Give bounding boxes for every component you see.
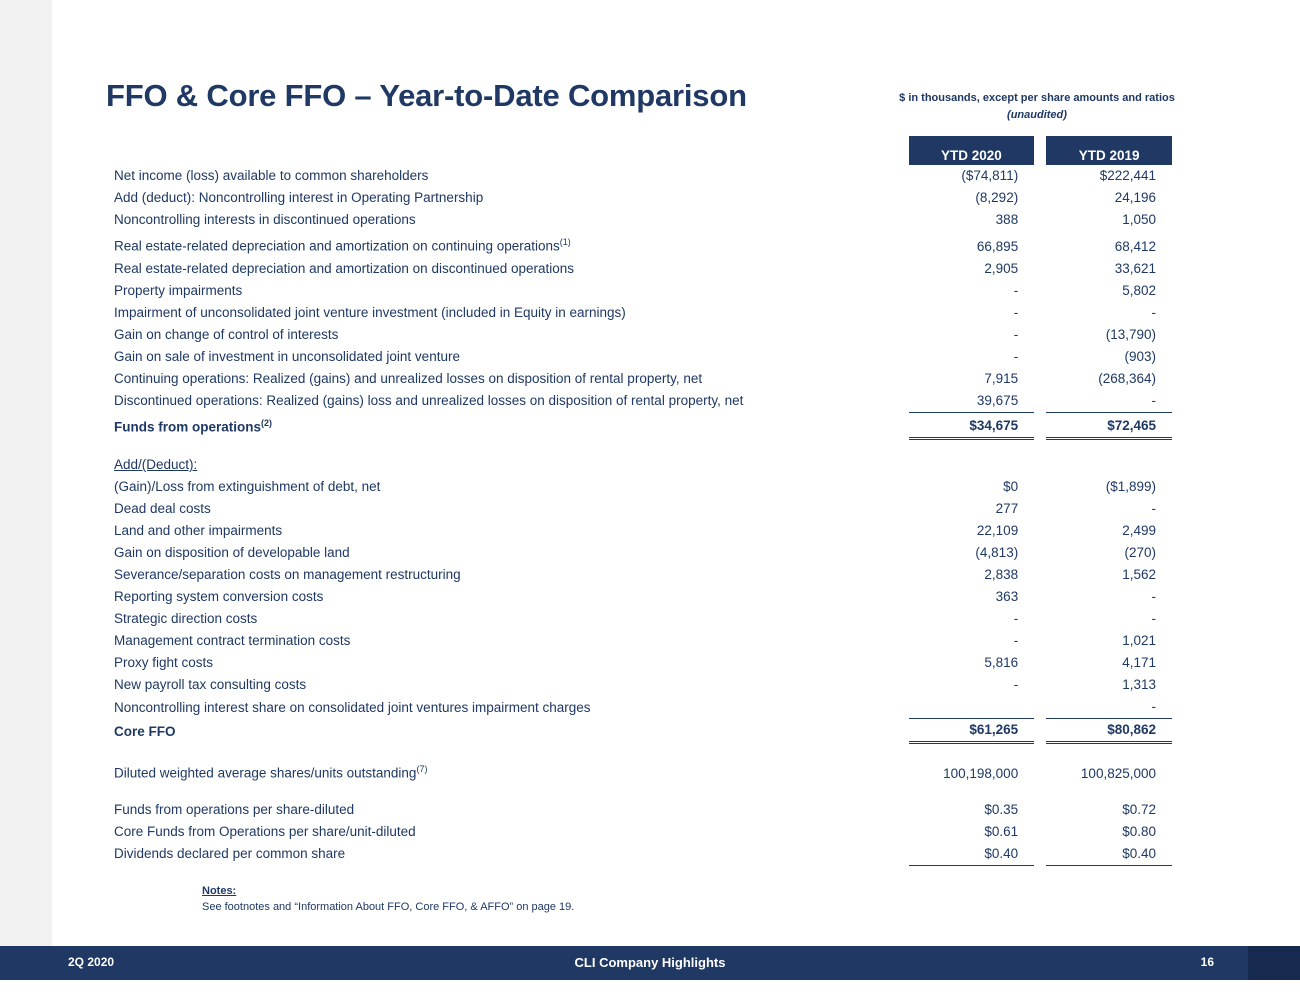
table-row bbox=[112, 674, 1172, 696]
adjustments-header-blank-2019 bbox=[1046, 454, 1172, 476]
row-gap bbox=[1034, 674, 1046, 696]
row-label-text: Core Funds from Operations per share/unit-diluted bbox=[114, 823, 416, 839]
core-ffo-2019: $80,862 bbox=[1046, 719, 1172, 743]
header-blank bbox=[112, 136, 909, 165]
row-value-2020: - bbox=[1013, 326, 1019, 342]
row-value-2019: 24,196 bbox=[1114, 190, 1156, 205]
table-row bbox=[112, 165, 1172, 187]
row-label bbox=[112, 696, 909, 719]
row-value-2020: 39,675 bbox=[909, 390, 1035, 413]
table-row bbox=[112, 542, 1172, 564]
row-label bbox=[112, 368, 909, 390]
ffo-total-footnote-marker: (2) bbox=[261, 418, 273, 428]
ffo-total-row bbox=[112, 412, 1172, 439]
diluted-shares-2019: 100,825,000 bbox=[1080, 765, 1156, 781]
row-value-2020: 22,109 bbox=[976, 523, 1019, 538]
row-label-text: Discontinued operations: Realized (gains) loss and unrealized losses on disposition of rental property, net bbox=[114, 393, 744, 408]
row-value-2019: - bbox=[1046, 390, 1172, 413]
row-gap bbox=[1034, 390, 1046, 413]
row-gap bbox=[1034, 564, 1046, 586]
row-gap bbox=[1034, 758, 1046, 785]
row-value-2019: - bbox=[1151, 501, 1156, 516]
row-label-text: Real estate-related depreciation and amortization on discontinued operations bbox=[114, 260, 575, 276]
row-gap bbox=[1034, 231, 1046, 258]
footer-date: 2Q 2020 bbox=[68, 955, 115, 969]
row-value-2020: 363 bbox=[995, 589, 1019, 604]
row-gap bbox=[1034, 586, 1046, 608]
core-ffo-total-row bbox=[112, 719, 1172, 743]
slide-content bbox=[52, 0, 1300, 1004]
row-value-2019: 2,499 bbox=[1122, 523, 1156, 538]
notes-block bbox=[202, 884, 574, 916]
table-header-row bbox=[112, 136, 1172, 165]
table-row bbox=[112, 231, 1172, 258]
page-title: FFO & Core FFO – Year-to-Date Comparison bbox=[106, 78, 747, 113]
row-label-text: Gain on sale of investment in unconsolidated joint venture bbox=[114, 348, 460, 364]
row-value-2019: 68,412 bbox=[1114, 238, 1156, 254]
row-label bbox=[112, 390, 909, 413]
row-label-text: Funds from operations per share-diluted bbox=[114, 801, 355, 817]
row-label bbox=[112, 821, 909, 843]
left-rail bbox=[0, 0, 52, 1004]
row-value-2019: 1,562 bbox=[1122, 567, 1156, 582]
row-value-2020: - bbox=[1013, 348, 1019, 364]
row-value-2019: - bbox=[1151, 304, 1156, 320]
row-label-text: Property impairments bbox=[114, 282, 243, 298]
row-value-2019: $0.80 bbox=[1122, 823, 1156, 839]
table-row bbox=[112, 586, 1172, 608]
row-value-2020: (8,292) bbox=[975, 190, 1019, 205]
footer-right-strip bbox=[1248, 946, 1300, 980]
row-value-2019: 1,313 bbox=[1122, 677, 1156, 692]
row-label bbox=[112, 843, 909, 866]
row-label-text: Reporting system conversion costs bbox=[114, 589, 324, 604]
diluted-shares-label bbox=[112, 758, 909, 785]
spacer bbox=[112, 439, 1172, 455]
row-label-text: Continuing operations: Realized (gains) and unrealized losses on disposition of rental property, net bbox=[114, 370, 703, 386]
row-value-2020: 388 bbox=[995, 212, 1019, 227]
bottom-margin bbox=[0, 980, 1300, 1004]
footer-bar bbox=[0, 946, 1300, 980]
table-row bbox=[112, 630, 1172, 652]
row-label-text: Strategic direction costs bbox=[114, 611, 258, 626]
row-gap bbox=[1034, 258, 1046, 280]
row-label bbox=[112, 520, 909, 542]
row-value-2019: (903) bbox=[1124, 348, 1156, 364]
row-gap bbox=[1034, 696, 1046, 719]
row-label bbox=[112, 302, 909, 324]
row-gap bbox=[1034, 368, 1046, 390]
row-value-2019: (268,364) bbox=[1098, 370, 1156, 386]
core-ffo-label: Core FFO bbox=[114, 723, 176, 739]
row-gap bbox=[1034, 165, 1046, 187]
row-value-2020: $0.40 bbox=[909, 843, 1035, 866]
header-gap bbox=[1034, 136, 1046, 165]
row-label-text: Management contract termination costs bbox=[114, 633, 351, 648]
adjustments-header-blank-2020 bbox=[909, 454, 1035, 476]
row-label bbox=[112, 652, 909, 674]
ffo-total-2020: $34,675 bbox=[909, 412, 1035, 439]
row-value-2020: - bbox=[1013, 304, 1019, 320]
row-gap bbox=[1034, 280, 1046, 302]
row-label bbox=[112, 476, 909, 498]
units-note bbox=[872, 90, 1202, 123]
row-label bbox=[112, 258, 909, 280]
core-ffo-2020: $61,265 bbox=[909, 719, 1035, 743]
row-gap bbox=[1034, 324, 1046, 346]
adjustments-header: Add/(Deduct): bbox=[114, 457, 198, 472]
row-label bbox=[112, 608, 909, 630]
row-gap bbox=[1034, 630, 1046, 652]
row-label bbox=[112, 280, 909, 302]
row-value-2020: 277 bbox=[995, 501, 1019, 516]
row-label-text: Land and other impairments bbox=[114, 523, 283, 538]
table-row bbox=[112, 696, 1172, 719]
footer-page-number: 16 bbox=[1200, 955, 1214, 969]
row-value-2020: $0.35 bbox=[984, 801, 1019, 817]
row-label-text: Dead deal costs bbox=[114, 501, 211, 516]
row-value-2020: 2,838 bbox=[984, 567, 1019, 582]
row-gap bbox=[1034, 821, 1046, 843]
row-label-text: Noncontrolling interests in discontinued operations bbox=[114, 212, 416, 227]
diluted-shares-footnote-marker: (7) bbox=[416, 764, 428, 774]
row-label bbox=[112, 498, 909, 520]
table-row bbox=[112, 821, 1172, 843]
row-value-2019: 4,171 bbox=[1122, 655, 1156, 670]
row-value-2019: $0.40 bbox=[1046, 843, 1172, 866]
row-label-text: (Gain)/Loss from extinguishment of debt, net bbox=[114, 479, 381, 494]
row-value-2019: - bbox=[1046, 696, 1172, 719]
row-label-text: Gain on disposition of developable land bbox=[114, 545, 350, 560]
table-row bbox=[112, 476, 1172, 498]
table-row bbox=[112, 843, 1172, 866]
row-gap bbox=[1034, 652, 1046, 674]
row-value-2019: 1,050 bbox=[1122, 212, 1156, 227]
table-row bbox=[112, 258, 1172, 280]
row-gap bbox=[1034, 799, 1046, 821]
table-row bbox=[112, 187, 1172, 209]
footer-title: CLI Company Highlights bbox=[574, 955, 726, 970]
row-gap bbox=[1034, 719, 1046, 743]
row-footnote-marker: (1) bbox=[559, 237, 571, 247]
table-row bbox=[112, 209, 1172, 231]
row-gap bbox=[1034, 498, 1046, 520]
table-row bbox=[112, 368, 1172, 390]
ffo-total-label-text: Funds from operations bbox=[114, 419, 262, 435]
adjustments-header-row bbox=[112, 454, 1172, 476]
ffo-total-2019: $72,465 bbox=[1046, 412, 1172, 439]
units-note-line2: (unaudited) bbox=[1007, 108, 1067, 121]
row-gap bbox=[1034, 476, 1046, 498]
table-row bbox=[112, 652, 1172, 674]
row-value-2019: - bbox=[1151, 589, 1156, 604]
row-label-text: Noncontrolling interest share on consolidated joint ventures impairment charges bbox=[114, 699, 591, 715]
row-gap bbox=[1034, 520, 1046, 542]
units-note-line1: $ in thousands, except per share amounts and ratios bbox=[899, 92, 1175, 104]
row-gap bbox=[1034, 187, 1046, 209]
diluted-shares-row bbox=[112, 758, 1172, 785]
notes-text: See footnotes and “Information About FFO, Core FFO, & AFFO” on page 19. bbox=[202, 900, 575, 913]
row-value-2020: 7,915 bbox=[984, 370, 1019, 386]
row-label-text: Impairment of unconsolidated joint venture investment (included in Equity in earnings) bbox=[114, 304, 626, 320]
table-row bbox=[112, 520, 1172, 542]
row-label-text: Add (deduct): Noncontrolling interest in Operating Partnership bbox=[114, 190, 484, 205]
table-row bbox=[112, 346, 1172, 368]
row-gap bbox=[1034, 608, 1046, 630]
row-value-2019: ($1,899) bbox=[1105, 479, 1156, 494]
ffo-total-label bbox=[112, 412, 909, 439]
row-value-2019: $0.72 bbox=[1122, 801, 1156, 817]
row-label bbox=[112, 346, 909, 368]
row-label-text: Proxy fight costs bbox=[114, 655, 214, 670]
table-row bbox=[112, 280, 1172, 302]
row-label bbox=[112, 674, 909, 696]
row-label bbox=[112, 209, 909, 231]
row-label-text: Real estate-related depreciation and amortization on continuing operations bbox=[114, 238, 560, 254]
table-row bbox=[112, 302, 1172, 324]
row-gap bbox=[1034, 542, 1046, 564]
table-row bbox=[112, 324, 1172, 346]
diluted-shares-label-text: Diluted weighted average shares/units outstanding bbox=[114, 765, 417, 781]
row-value-2020: 2,905 bbox=[984, 260, 1019, 276]
row-value-2020: (4,813) bbox=[975, 545, 1019, 560]
row-label-text: Gain on change of control of interests bbox=[114, 326, 339, 342]
row-label bbox=[112, 799, 909, 821]
row-gap bbox=[1034, 209, 1046, 231]
notes-header: Notes: bbox=[202, 885, 237, 897]
row-gap bbox=[1034, 454, 1046, 476]
spacer bbox=[112, 785, 1172, 799]
table-row bbox=[112, 498, 1172, 520]
row-value-2020: $0 bbox=[1003, 479, 1019, 494]
row-value-2020: $0.61 bbox=[984, 823, 1019, 839]
row-gap bbox=[1034, 843, 1046, 866]
row-value-2020: 5,816 bbox=[984, 655, 1019, 670]
row-value-2019: - bbox=[1151, 611, 1156, 626]
row-label bbox=[112, 165, 909, 187]
row-gap bbox=[1034, 302, 1046, 324]
row-value-2020: - bbox=[1013, 611, 1019, 626]
row-value-2019: $222,441 bbox=[1099, 168, 1156, 183]
row-value-2019: (270) bbox=[1124, 545, 1156, 560]
row-value-2019: 5,802 bbox=[1122, 282, 1156, 298]
row-gap bbox=[1034, 412, 1046, 439]
row-gap bbox=[1034, 346, 1046, 368]
row-label-text: New payroll tax consulting costs bbox=[114, 677, 307, 692]
row-label bbox=[112, 564, 909, 586]
row-label-text: Dividends declared per common share bbox=[114, 846, 346, 861]
row-value-2020: - bbox=[1013, 282, 1019, 298]
row-value-2020: 66,895 bbox=[976, 238, 1019, 254]
row-label-text: Net income (loss) available to common shareholders bbox=[114, 168, 429, 183]
row-value-2019: 33,621 bbox=[1114, 260, 1156, 276]
row-label bbox=[112, 231, 909, 258]
row-value-2020 bbox=[909, 696, 1035, 719]
ffo-table bbox=[112, 136, 1172, 866]
diluted-shares-2020: 100,198,000 bbox=[943, 765, 1019, 781]
row-label bbox=[112, 324, 909, 346]
row-label bbox=[112, 630, 909, 652]
row-label bbox=[112, 187, 909, 209]
header-ytd-2020: YTD 2020 bbox=[909, 136, 1035, 165]
header-ytd-2019: YTD 2019 bbox=[1046, 136, 1172, 165]
row-label-text: Severance/separation costs on management restructuring bbox=[114, 567, 461, 582]
row-value-2020: - bbox=[1013, 633, 1019, 648]
table-row bbox=[112, 564, 1172, 586]
row-value-2020: ($74,811) bbox=[961, 168, 1019, 183]
table-row bbox=[112, 799, 1172, 821]
row-label bbox=[112, 586, 909, 608]
row-value-2019: (13,790) bbox=[1105, 326, 1156, 342]
row-value-2019: 1,021 bbox=[1122, 633, 1156, 648]
table-row bbox=[112, 390, 1172, 413]
spacer bbox=[112, 743, 1172, 759]
row-value-2020: - bbox=[1013, 677, 1019, 692]
row-label bbox=[112, 542, 909, 564]
table-row bbox=[112, 608, 1172, 630]
